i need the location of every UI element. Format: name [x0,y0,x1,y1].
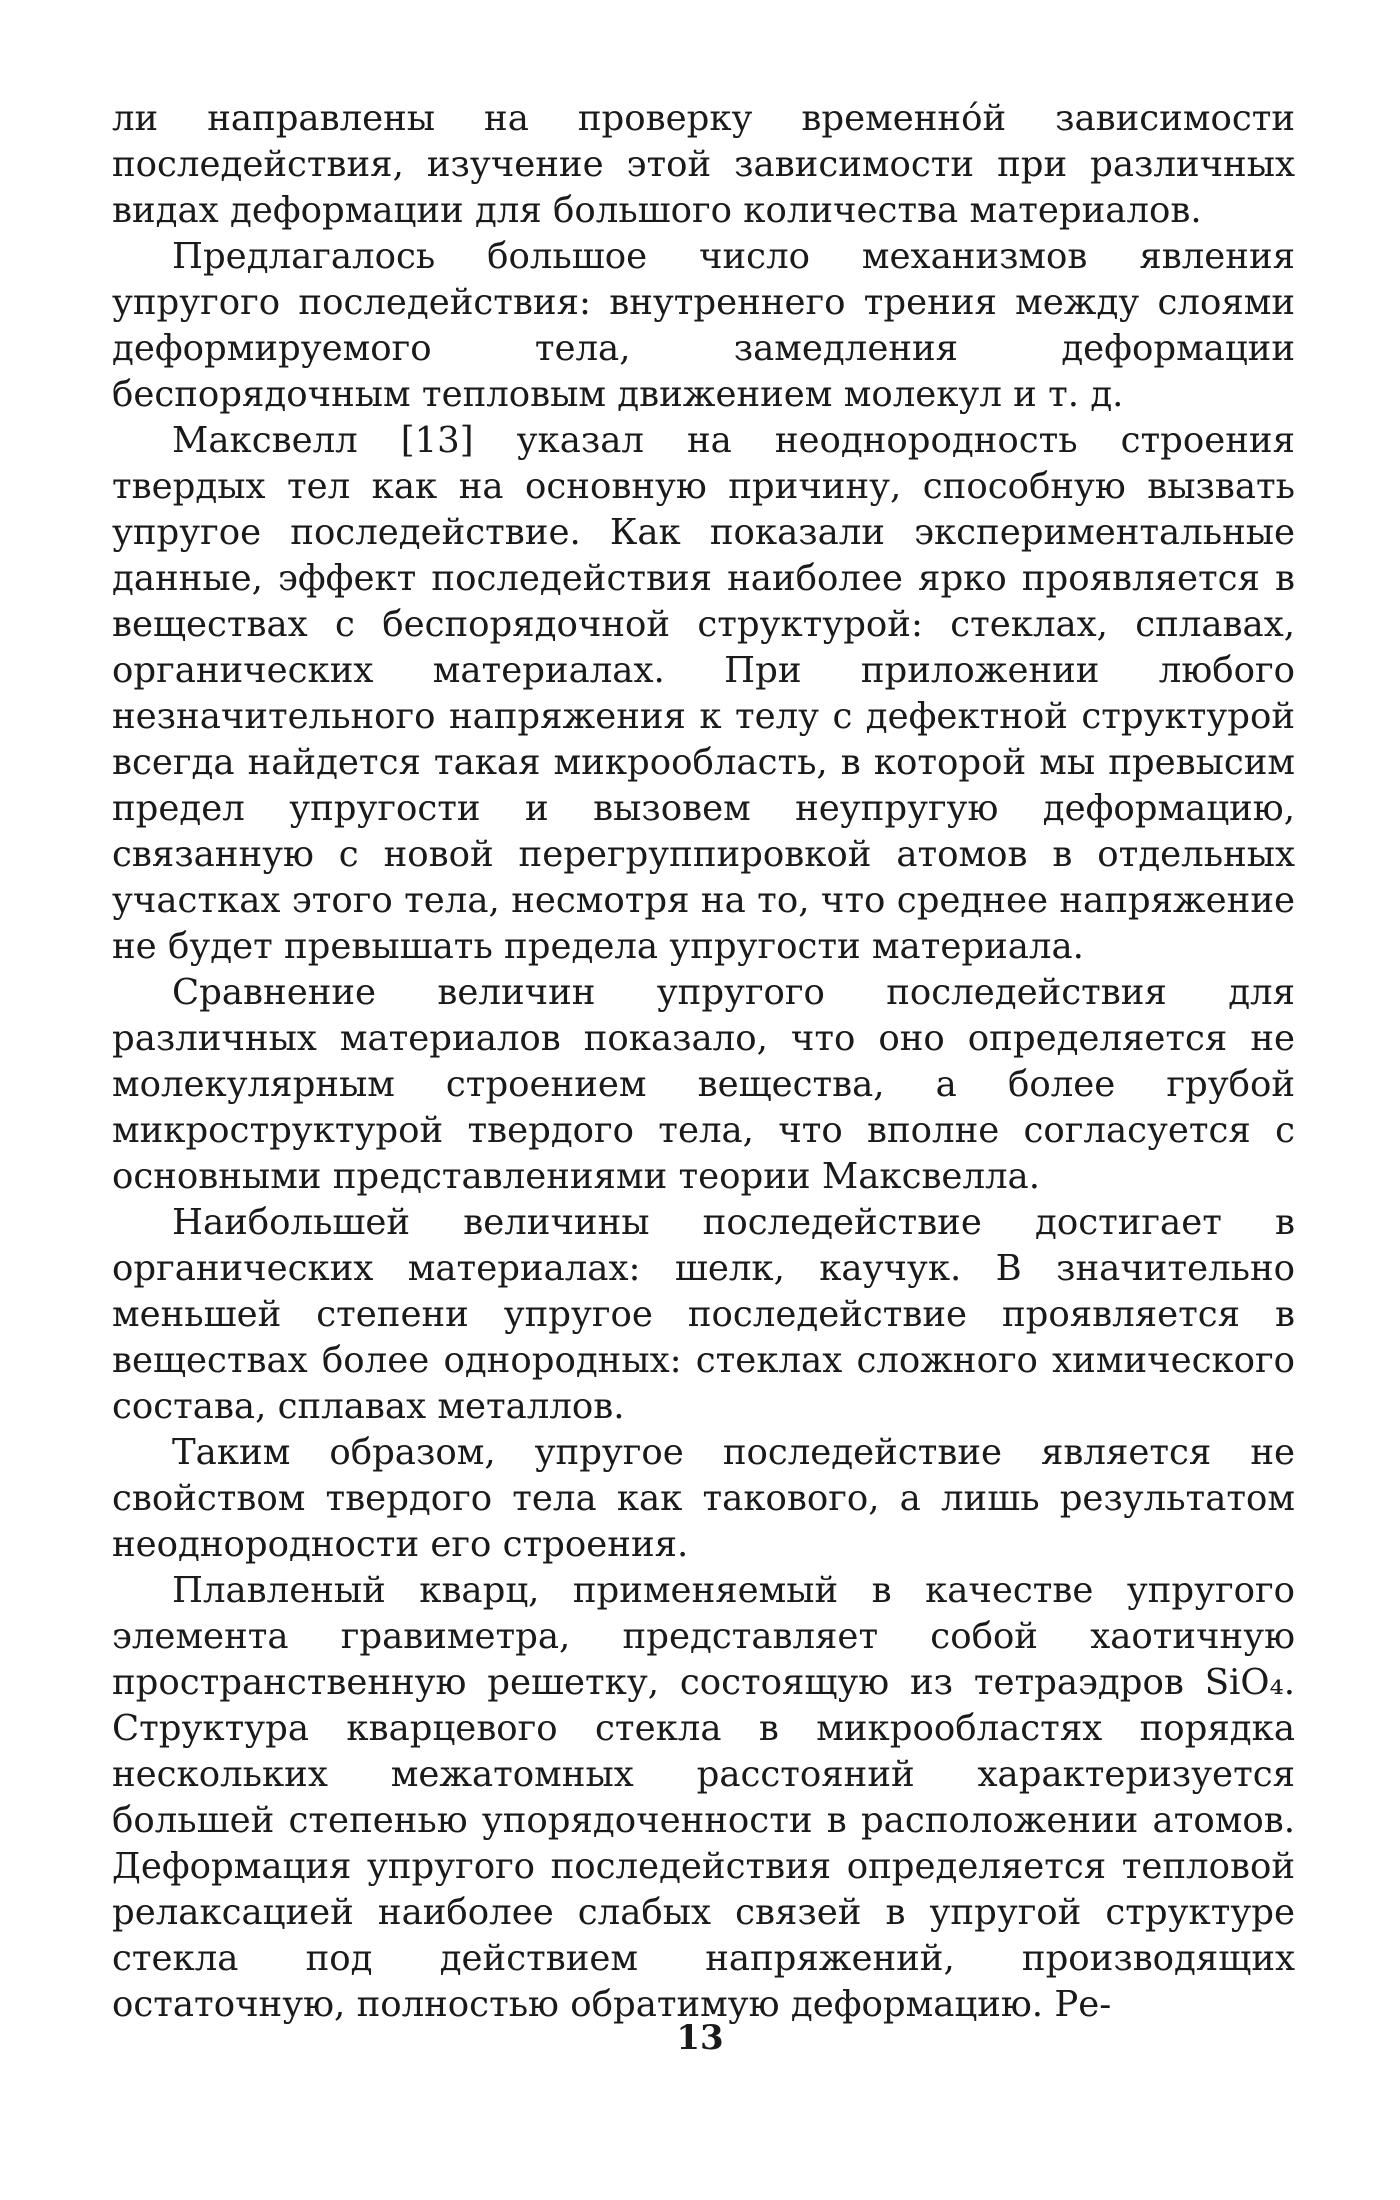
paragraph-mechanisms: Предлагалось большое число механизмов явления упругого последействия: внутреннего трения между слоями деформируемого тела, замедления деформации беспорядочным тепловым движением молекул и т. д. [112,236,1295,415]
paragraph-organic-materials: Наибольшей величины последействие достигает в органических материалах: шелк, каучук. В значительно меньшей степени упругое последействие проявляется в веществах более однородных: стеклах сложного химического состава, сплавах металлов. [112,1202,1295,1427]
page-body [112,96,1295,2028]
page-number: 13 [676,2018,724,2058]
paragraph-comparison: Сравнение величин упругого последействия для различных материалов показало, что оно определяется не молекулярным строением вещества, а более грубой микроструктурой твердого тела, что вполне согласуется с основными представлениями теории Максвелла. [112,972,1295,1197]
paragraph-fused-quartz: Плавленый кварц, применяемый в качестве упругого элемента гравиметра, представляет собой хаотичную пространственную решетку, состоящую из тетраэдров SiO₄. Структура кварцевого стекла в микрообластях порядка нескольких межатомных расстояний характеризуется большей степенью упорядоченности в расположении атомов. Деформация упругого последействия определяется тепловой релаксацией наиболее слабых связей в упругой структуре стекла под действием напряжений, производящих остаточную, полностью обратимую деформацию. Ре- [112,1570,1295,2025]
paragraph-continuation: ли направлены на проверку временно́й зависимости последействия, изучение этой зависимости при различных видах деформации для большого количества материалов. [112,98,1295,231]
paragraph-maxwell: Максвелл [13] указал на неоднородность строения твердых тел как на основную причину, способную вызвать упругое последействие. Как показали экспериментальные данные, эффект последействия наиболее ярко проявляется в веществах с беспорядочной структурой: стеклах, сплавах, органических материалах. При приложении любого незначительного напряжения к телу с дефектной структурой всегда найдется такая микрообласть, в которой мы превысим предел упругости и вызовем неупругую деформацию, связанную с новой перегруппировкой атомов в отдельных участках этого тела, несмотря на то, что среднее напряжение не будет превышать предела упругости материала. [112,420,1295,967]
paragraph-conclusion: Таким образом, упругое последействие является не свойством твердого тела как такового, а лишь результатом неоднородности его строения. [112,1432,1295,1565]
